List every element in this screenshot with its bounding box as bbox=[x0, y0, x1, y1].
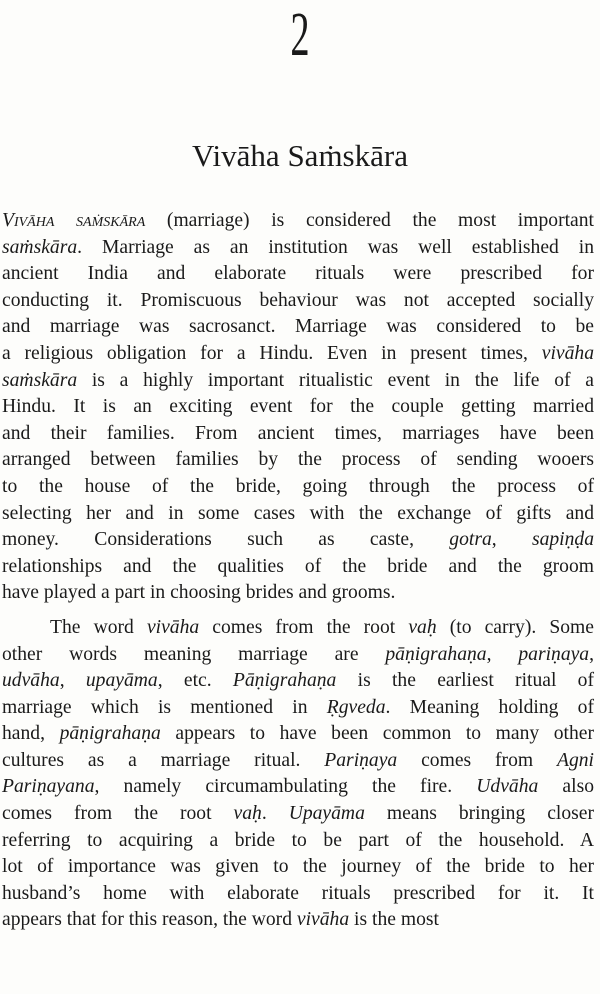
text-run: means bringing closer bbox=[364, 803, 595, 825]
paragraph bbox=[2, 615, 594, 934]
text-run: money. Considerations such as caste, bbox=[2, 529, 450, 551]
text-run: . bbox=[261, 803, 289, 825]
text-run: (marriage) is considered the most important bbox=[145, 210, 594, 231]
emphasized-term: Pāṇigrahaṇa bbox=[232, 670, 337, 692]
text-run: comes from bbox=[397, 749, 557, 771]
chapter-number: 2 bbox=[290, 1, 310, 69]
text-line bbox=[2, 421, 594, 448]
text-line bbox=[2, 368, 594, 395]
text-run: husband’s home with elaborate rituals prescribed for it. It bbox=[2, 882, 594, 904]
text-run: to the house of the bride, going through the process of bbox=[2, 475, 594, 497]
emphasized-term: Pariṇaya bbox=[324, 749, 398, 771]
text-line bbox=[2, 341, 594, 368]
text-line bbox=[2, 695, 594, 722]
text-run: . Meaning holding of bbox=[385, 696, 594, 718]
text-run: Hindu. It is an exciting event for the couple getting married bbox=[2, 396, 594, 418]
text-run: . Marriage as an institution was well established in bbox=[77, 236, 594, 258]
text-run: other words meaning marriage are bbox=[2, 643, 386, 665]
text-run: cultures as a marriage ritual. bbox=[2, 749, 325, 771]
text-run: comes from the root bbox=[2, 803, 234, 825]
emphasized-term: vivāha bbox=[146, 616, 200, 638]
text-run: is the most bbox=[349, 909, 439, 931]
text-line bbox=[2, 288, 594, 315]
text-line bbox=[2, 615, 594, 642]
text-line bbox=[2, 854, 594, 881]
text-run: is a highly important ritualistic event in the life of a bbox=[77, 369, 594, 391]
text-line bbox=[2, 314, 594, 341]
text-run: arranged between families by the process of sending wooers bbox=[2, 449, 594, 471]
text-line bbox=[2, 907, 594, 934]
emphasized-term: Vivāha saṁskāra bbox=[2, 210, 146, 231]
emphasized-term: udvāha bbox=[2, 670, 60, 692]
text-run: hand, bbox=[2, 723, 60, 745]
emphasized-term: Agni bbox=[557, 749, 595, 771]
emphasized-term: vivāha bbox=[541, 342, 594, 364]
text-run: , namely circumambulating the fire. bbox=[94, 776, 477, 798]
text-line bbox=[2, 881, 594, 908]
text-run: ancient India and elaborate rituals were prescribed for bbox=[2, 263, 594, 285]
chapter-title: Vivāha Saṁskāra bbox=[192, 138, 408, 173]
text-run: appears to have been common to many other bbox=[160, 723, 594, 745]
paragraph bbox=[2, 208, 594, 607]
text-line bbox=[2, 748, 594, 775]
emphasized-term: saṁskāra bbox=[2, 236, 78, 258]
text-line bbox=[2, 394, 594, 421]
text-run: referring to acquiring a bride to be part of the household. A bbox=[2, 829, 594, 851]
text-run: lot of importance was given to the journey of the bride to her bbox=[2, 856, 594, 878]
emphasized-term: pariṇaya bbox=[518, 643, 590, 665]
text-run: and their families. From ancient times, marriages have been bbox=[2, 422, 594, 444]
emphasized-term: sapiṇḍa bbox=[531, 529, 595, 551]
emphasized-term: upayāma bbox=[85, 670, 158, 692]
text-line bbox=[2, 261, 594, 288]
text-run: also bbox=[538, 776, 594, 798]
text-line bbox=[2, 208, 594, 235]
text-run: relationships and the qualities of the bride and the groom bbox=[2, 555, 594, 577]
text-run: The word bbox=[50, 616, 147, 638]
text-line bbox=[2, 801, 594, 828]
text-run: comes from the root bbox=[199, 616, 409, 638]
text-line bbox=[2, 501, 594, 528]
text-run: , bbox=[486, 643, 519, 665]
emphasized-term: pāṇigrahaṇa bbox=[385, 643, 487, 665]
emphasized-term: Udvāha bbox=[476, 776, 539, 798]
text-line bbox=[2, 828, 594, 855]
text-run: and marriage was sacrosanct. Marriage was considered to be bbox=[2, 316, 594, 338]
text-run: marriage which is mentioned in bbox=[2, 696, 327, 718]
text-run: , etc. bbox=[157, 670, 233, 692]
emphasized-term: Pariṇayana bbox=[2, 776, 95, 798]
text-run: , bbox=[491, 529, 532, 551]
emphasized-term: vaḥ bbox=[233, 803, 262, 825]
emphasized-term: saṁskāra bbox=[2, 369, 78, 391]
emphasized-term: Upayāma bbox=[288, 803, 365, 825]
text-run: have played a part in choosing brides and grooms. bbox=[2, 582, 396, 604]
text-run: conducting it. Promiscuous behaviour was not accepted socially bbox=[2, 289, 594, 311]
text-line bbox=[2, 527, 594, 554]
text-run: a religious obligation for a Hindu. Even in present times, bbox=[2, 342, 542, 364]
text-run: selecting her and in some cases with the exchange of gifts and bbox=[2, 502, 594, 524]
emphasized-term: pāṇigrahaṇa bbox=[59, 723, 161, 745]
text-line bbox=[2, 668, 594, 695]
text-line bbox=[2, 447, 594, 474]
text-line bbox=[2, 721, 594, 748]
text-run: appears that for this reason, the word bbox=[2, 909, 297, 931]
emphasized-term: Ṛgveda bbox=[326, 696, 386, 718]
text-line bbox=[2, 774, 594, 801]
text-run: (to carry). Some bbox=[436, 616, 594, 638]
text-line bbox=[2, 235, 594, 262]
text-line bbox=[2, 580, 594, 607]
emphasized-term: vivāha bbox=[296, 909, 350, 931]
text-line bbox=[2, 554, 594, 581]
body-text bbox=[2, 208, 594, 934]
text-run: , bbox=[59, 670, 86, 692]
text-run: is the earliest ritual of bbox=[336, 670, 594, 692]
emphasized-term: gotra bbox=[449, 529, 492, 551]
text-line bbox=[2, 474, 594, 501]
text-run: , bbox=[589, 643, 595, 665]
emphasized-term: vaḥ bbox=[408, 616, 437, 638]
text-line bbox=[2, 642, 594, 669]
